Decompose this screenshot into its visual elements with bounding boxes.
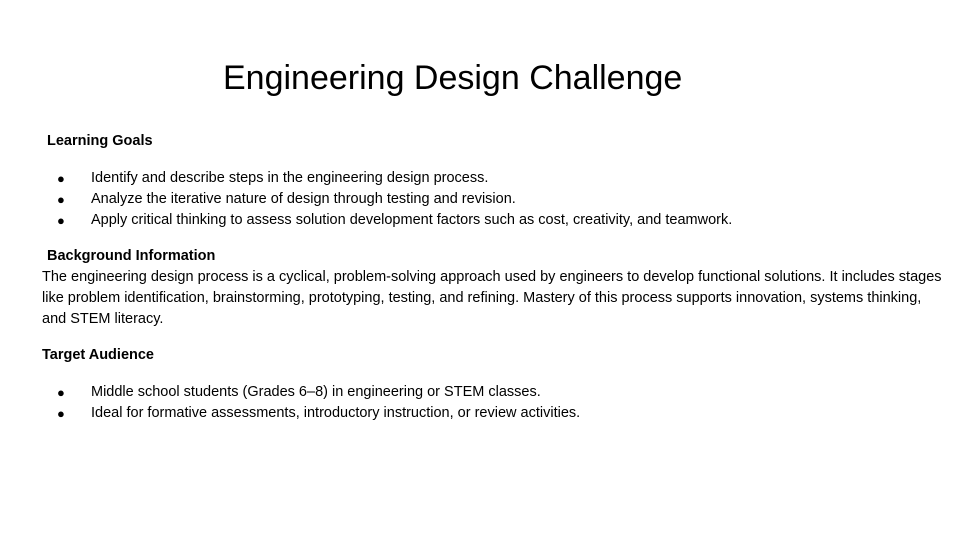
learning-goals-heading: Learning Goals (47, 133, 153, 149)
list-item (42, 189, 942, 210)
target-audience-list (42, 382, 942, 424)
list-item (42, 403, 942, 424)
bullet-icon: ● (57, 213, 65, 228)
list-item-text: Middle school students (Grades 6–8) in engineering or STEM classes. (91, 384, 541, 400)
list-item-text: Identify and describe steps in the engineering design process. (91, 170, 489, 186)
slide-body (42, 131, 942, 424)
spacer (42, 330, 942, 345)
list-item-text: Analyze the iterative nature of design through testing and revision. (91, 191, 516, 207)
spacer (42, 152, 942, 168)
bullet-icon: ● (57, 406, 65, 421)
background-heading: Background Information (47, 248, 216, 264)
slide-title: Engineering Design Challenge (223, 59, 683, 97)
list-item-text: Ideal for formative assessments, introductory instruction, or review activities. (91, 405, 581, 421)
list-item (42, 168, 942, 189)
background-text: The engineering design process is a cyclical, problem-solving approach used by engineers to develop functional solutions. It includes stages like problem identification, brainstorming, prototyping, testing, and refining. Mastery of this process supports innovation, systems thinking, and STEM literacy. (42, 269, 942, 327)
bullet-icon: ● (57, 171, 65, 186)
bullet-icon: ● (57, 192, 65, 207)
spacer (42, 231, 942, 246)
spacer (42, 366, 942, 382)
list-item (42, 382, 942, 403)
list-item-text: Apply critical thinking to assess solution development factors such as cost, creativity, and teamwork. (91, 212, 733, 228)
bullet-icon: ● (57, 385, 65, 400)
learning-goals-list (42, 168, 942, 231)
list-item (42, 210, 942, 231)
target-audience-heading: Target Audience (42, 347, 154, 363)
